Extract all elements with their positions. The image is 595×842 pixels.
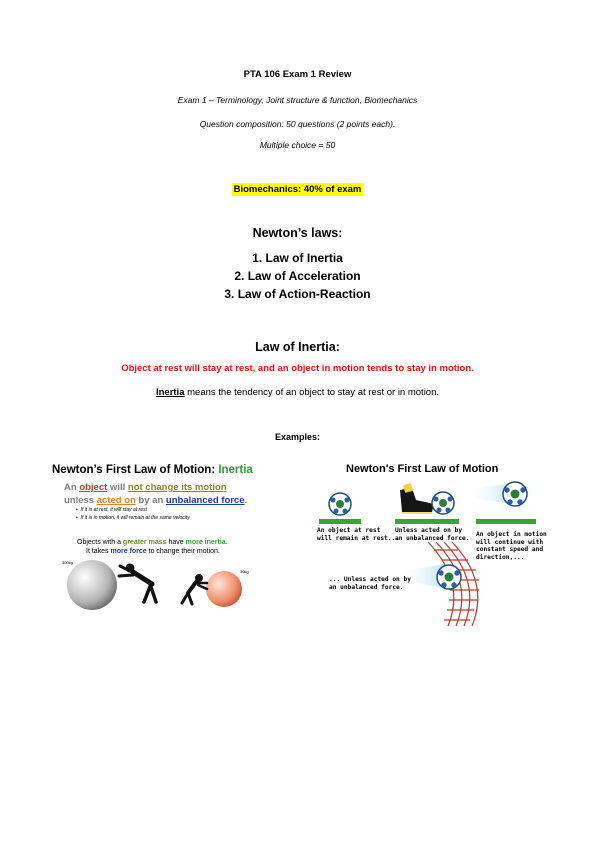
biomechanics-note: Biomechanics: 40% of exam — [233, 184, 362, 195]
pushing-figure-small — [182, 574, 207, 604]
f-b: to change their motion. — [146, 548, 220, 555]
multiple-choice-note: Multiple choice = 50 — [259, 140, 336, 150]
caption-unless-1: Unless acted on by an unbalanced force. — [395, 527, 470, 542]
inertia-illustration-right — [316, 460, 550, 628]
document-title: PTA 106 Exam 1 Review — [243, 69, 352, 80]
inertia-drawing — [42, 462, 274, 612]
inertia-term: Inertia — [155, 387, 185, 398]
m-a: Objects with a — [77, 539, 123, 546]
pushing-figure-large — [119, 564, 156, 603]
law-item-2: 2. Law of Acceleration — [234, 269, 361, 283]
soccer-ball-2 — [432, 492, 454, 514]
ground-bar-1 — [319, 519, 361, 524]
figure-left-title-prefix: Newton’s First Law of Motion: — [52, 464, 219, 476]
figure-left-bullet1: • If it is at rest, it will stay at rest — [76, 507, 147, 513]
figure-left-title-highlight: Inertia — [218, 464, 253, 476]
l1-object: object — [79, 482, 108, 493]
soccer-ball-1 — [329, 493, 351, 515]
m-b: have — [166, 539, 186, 546]
figure-right-title: Newton's First Law of Motion — [346, 463, 499, 475]
newtons-laws-heading: Newton’s laws: — [252, 226, 343, 240]
small-mass-ball — [206, 571, 242, 607]
figure-left-bullet2: • If it is in motion, it will remain at the same velocity — [76, 515, 190, 521]
inertia-heading: Law of Inertia: — [255, 340, 340, 354]
ground-bar-3 — [476, 519, 536, 524]
soccer-ball-4 — [437, 565, 461, 589]
ground-bar-2 — [395, 519, 459, 524]
m-more-inertia: more inertia — [185, 539, 226, 546]
l2-unbalanced-force: unbalanced force — [165, 495, 245, 506]
examples-heading: Examples: — [274, 432, 321, 442]
inertia-illustration-left — [42, 462, 274, 612]
soccer-ball-3 — [503, 482, 527, 506]
f-more-force: more force — [110, 548, 147, 555]
kicking-boot — [400, 483, 434, 513]
caption-motion: An object in motion will continue with constant speed and direction,... — [476, 531, 547, 561]
l2-c: . — [244, 495, 248, 506]
inertia-definition-text: means the tendency of an object to stay at rest or in motion. — [184, 387, 440, 398]
inertia-statement: Object at rest will stay at rest, and an object in motion tends to stay in motion. — [121, 363, 474, 374]
l1-not-change: not change its motion — [127, 482, 227, 493]
f-a: It takes — [86, 548, 111, 555]
bullet1-text: If it is at rest, it will stay at rest — [80, 507, 147, 513]
l2-b: by an — [135, 495, 166, 506]
l2-a: unless — [64, 495, 97, 506]
l1-a: An — [64, 482, 80, 493]
l2-acted-on: acted on — [96, 495, 136, 506]
l1-b: will — [107, 482, 128, 493]
m-greater-mass: greater mass — [122, 539, 167, 546]
law-item-3: 3. Law of Action-Reaction — [224, 287, 371, 301]
small-mass-label: 30kg — [240, 569, 249, 574]
caption-rest: An object at rest will remain at rest... — [317, 527, 399, 542]
question-composition: Question composition: 50 questions (2 points each). — [199, 119, 396, 129]
big-mass-label: 300kg — [62, 560, 73, 565]
law-item-1: 1. Law of Inertia — [252, 251, 343, 265]
inertia-definition — [0, 387, 595, 398]
m-c: . — [225, 539, 228, 546]
caption-unless-2: ... Unless acted on by an unbalanced force. — [329, 576, 411, 591]
biomechanics-note-row — [0, 179, 595, 197]
bullet2-text: If it is in motion, it will remain at the same velocity — [80, 515, 190, 521]
big-mass-ball — [67, 560, 117, 610]
exam-topics: Exam 1 – Terminology, Joint structure & function, Biomechanics — [177, 95, 418, 105]
